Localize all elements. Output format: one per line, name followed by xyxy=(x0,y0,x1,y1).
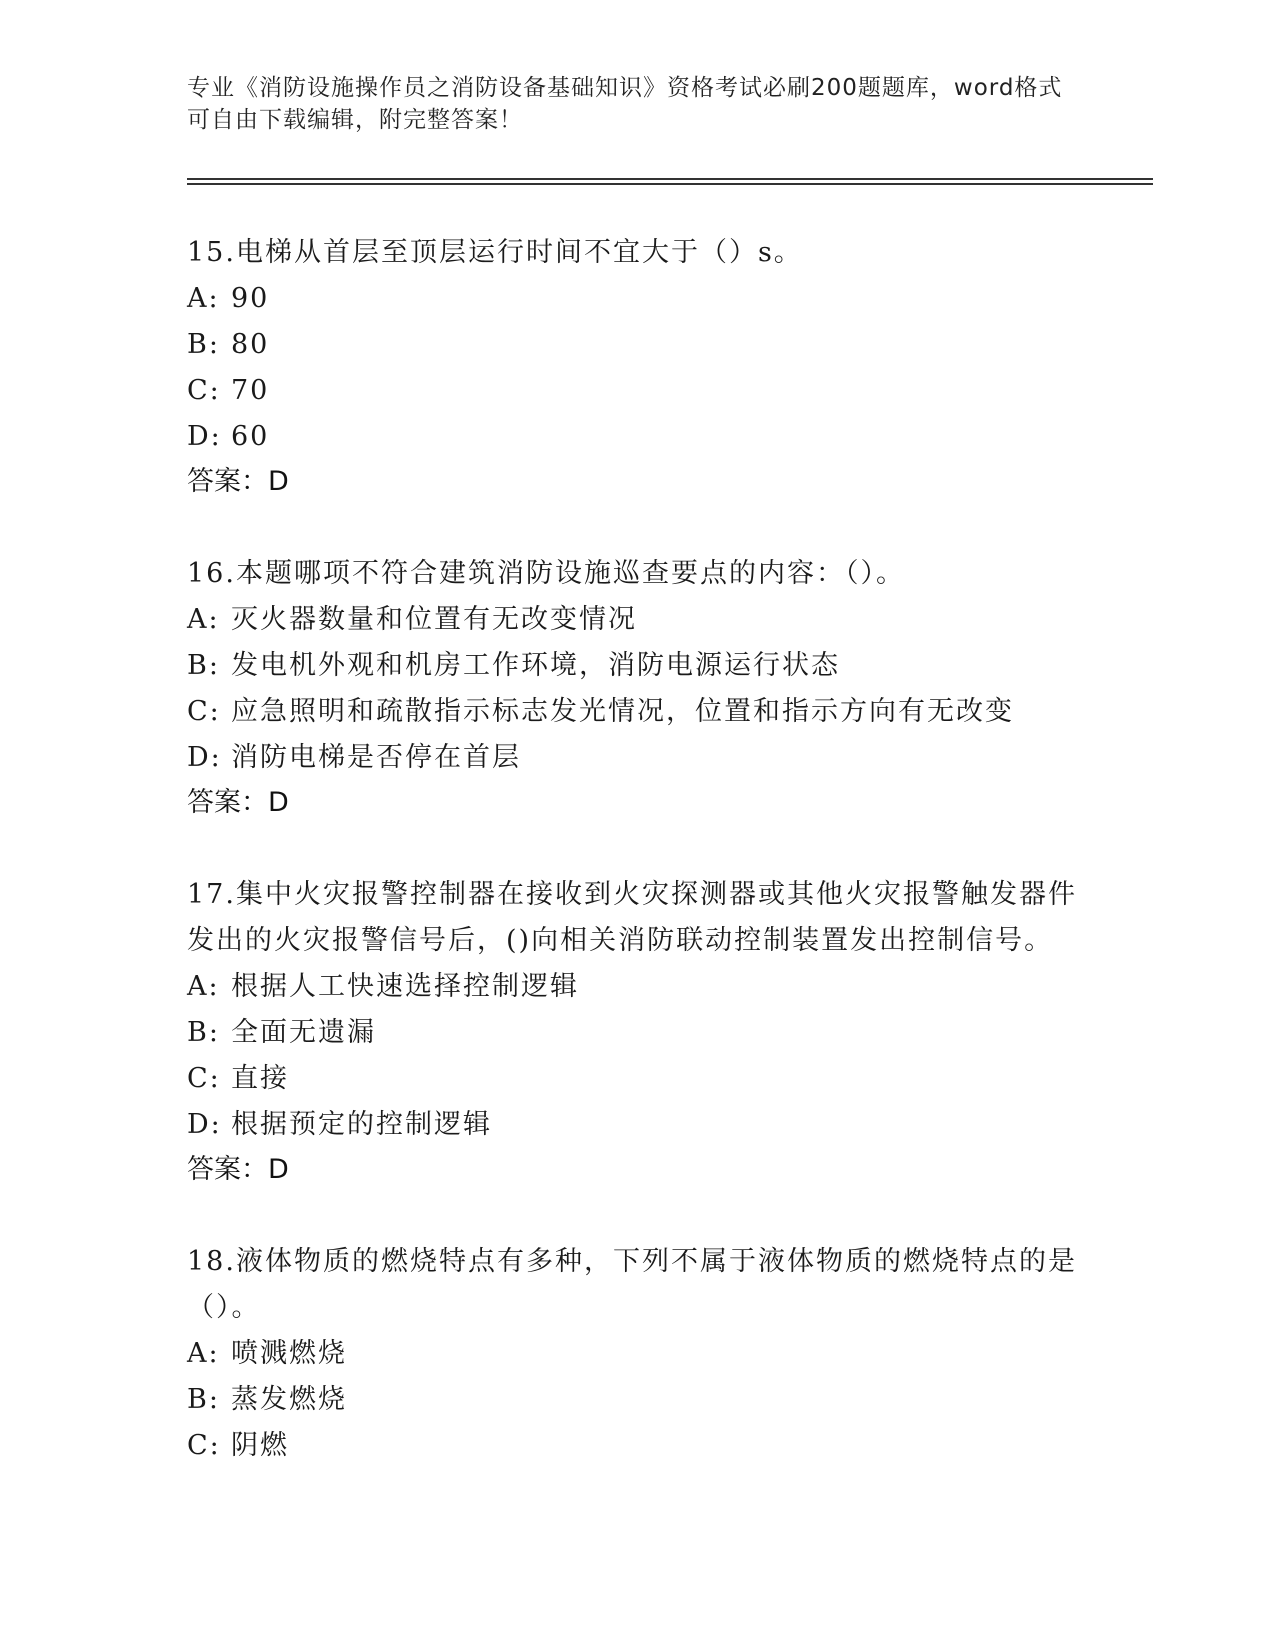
question-stem: 18.液体物质的燃烧特点有多种，下列不属于液体物质的燃烧特点的是（）。 xyxy=(187,1246,1077,1323)
option-key: C: xyxy=(187,1430,221,1461)
header-divider-top xyxy=(187,178,1153,180)
question-block xyxy=(187,1239,1087,1469)
answer-option xyxy=(187,1377,1087,1423)
answer-line: 答案：D xyxy=(187,1154,289,1185)
answer-option xyxy=(187,1102,1087,1148)
option-text: 蒸发燃烧 xyxy=(231,1384,347,1415)
answer-option xyxy=(187,964,1087,1010)
option-key: D: xyxy=(187,742,222,773)
option-text: 根据人工快速选择控制逻辑 xyxy=(231,971,579,1002)
option-text: 喷溅燃烧 xyxy=(231,1338,347,1369)
option-text: 直接 xyxy=(231,1063,289,1094)
option-key: B: xyxy=(187,650,220,681)
option-text: 60 xyxy=(231,421,270,452)
question-list xyxy=(187,230,1087,1516)
option-text: 根据预定的控制逻辑 xyxy=(231,1109,492,1140)
answer-option xyxy=(187,1056,1087,1102)
answer-option xyxy=(187,1010,1087,1056)
option-text: 应急照明和疏散指示标志发光情况，位置和指示方向有无改变 xyxy=(231,696,1014,727)
question-block xyxy=(187,872,1087,1192)
answer-line: 答案：D xyxy=(187,787,289,818)
option-text: 发电机外观和机房工作环境，消防电源运行状态 xyxy=(231,650,840,681)
answer-option xyxy=(187,1331,1087,1377)
option-key: C: xyxy=(187,696,221,727)
option-key: C: xyxy=(187,1063,221,1094)
option-text: 灭火器数量和位置有无改变情况 xyxy=(231,604,637,635)
answer-option xyxy=(187,1423,1087,1469)
option-key: A: xyxy=(187,283,220,314)
option-key: A: xyxy=(187,604,220,635)
document-header: 专业《消防设施操作员之消防设备基础知识》资格考试必刷200题题库，word格式可自由下载编辑，附完整答案！ xyxy=(187,75,1063,133)
answer-option xyxy=(187,414,1087,460)
answer-option xyxy=(187,276,1087,322)
answer-option xyxy=(187,735,1087,781)
option-text: 消防电梯是否停在首层 xyxy=(231,742,521,773)
option-key: B: xyxy=(187,329,220,360)
option-text: 80 xyxy=(231,329,270,360)
option-text: 全面无遗漏 xyxy=(231,1017,376,1048)
answer-option xyxy=(187,322,1087,368)
question-stem: 16.本题哪项不符合建筑消防设施巡查要点的内容：（）。 xyxy=(187,558,905,589)
option-text: 70 xyxy=(231,375,270,406)
question-stem: 15.电梯从首层至顶层运行时间不宜大于（）s。 xyxy=(187,237,803,268)
option-key: B: xyxy=(187,1384,220,1415)
answer-line: 答案：D xyxy=(187,466,289,497)
option-key: A: xyxy=(187,1338,220,1369)
question-block xyxy=(187,551,1087,825)
question-block xyxy=(187,230,1087,504)
option-text: 阴燃 xyxy=(231,1430,289,1461)
answer-option xyxy=(187,643,1087,689)
option-key: D: xyxy=(187,421,222,452)
answer-option xyxy=(187,597,1087,643)
option-key: C: xyxy=(187,375,221,406)
option-key: A: xyxy=(187,971,220,1002)
option-text: 90 xyxy=(231,283,270,314)
answer-option xyxy=(187,689,1087,735)
option-key: B: xyxy=(187,1017,220,1048)
question-stem: 17.集中火灾报警控制器在接收到火灾探测器或其他火灾报警触发器件发出的火灾报警信号后，()向相关消防联动控制装置发出控制信号。 xyxy=(187,879,1077,956)
header-divider-bottom xyxy=(187,183,1153,185)
option-key: D: xyxy=(187,1109,222,1140)
answer-option xyxy=(187,368,1087,414)
